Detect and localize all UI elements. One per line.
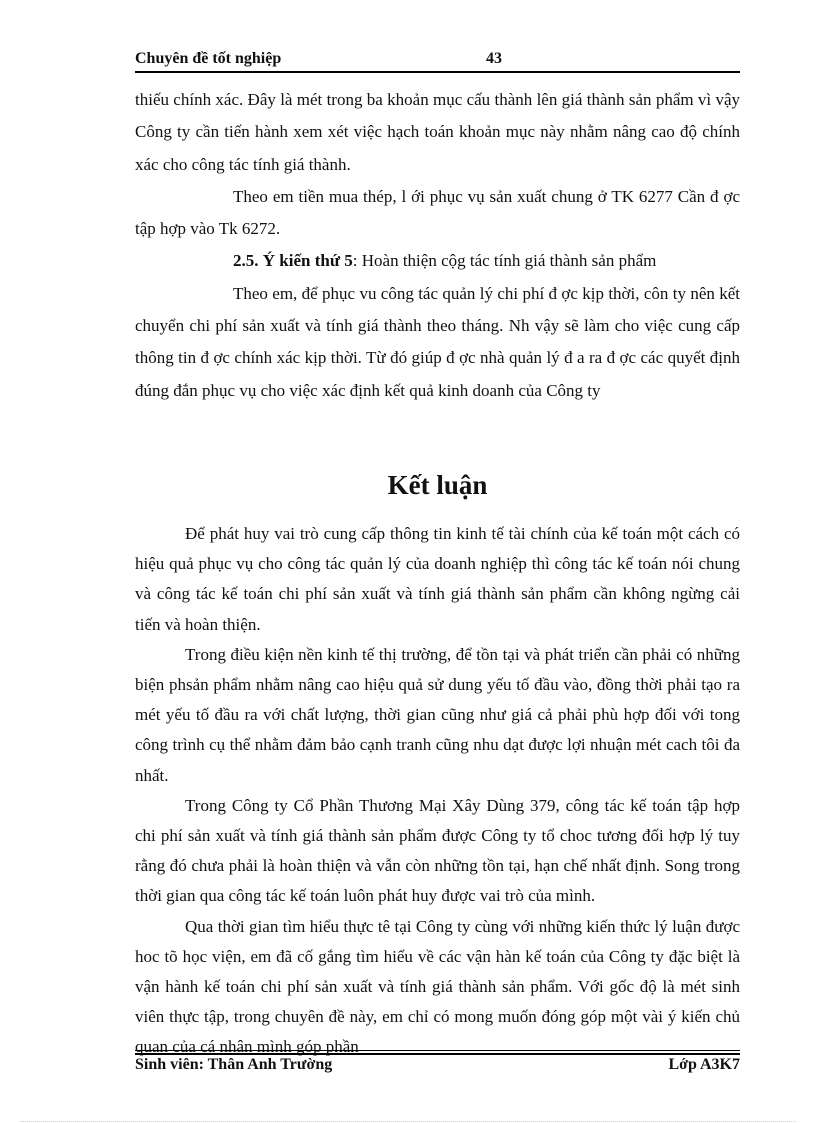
paragraph: Theo em tiền mua thép, l ới phục vụ sản xuất chung ở TK 6277 Cần đ ợc tập hợp vào Tk 6272. — [135, 186, 740, 239]
header-rule — [135, 71, 740, 73]
opinion5-text: : Hoàn thiện cộg tác tính giá thành sản phẩm — [352, 251, 657, 271]
conclusion-paragraph: Để phát huy vai trò cung cấp thông tin kinh tế tài chính của kế toán một cách có hiệu quả phục vụ cho công tác quản lý của doanh nghiệp thì công tác kế toán nói chung và công tác kế toán chi phí sản xuất và tính giá thành sản phẩm cần không ngừng cải tiến và hoàn thiện. — [135, 524, 740, 634]
page-edge-dotted-line — [20, 1121, 796, 1122]
conclusion-heading: Kết luận — [387, 470, 488, 500]
footer-rule-thick — [135, 1053, 740, 1055]
conclusion-paragraph: Trong điều kiện nền kinh tế thị trường, để tồn tại và phát triển cần phải có những biện phsản phẩm nhằm nâng cao hiệu quả sử dung yếu tố đầu vào, đồng thời phải tạo ra mét yếu tố đầu ra với chất lượng, thời gian cũng như giá cả phải phù hợp đối với tong công trình cụ thể nhằm đảm bảo cạnh tranh cũng nhu dạt được lợi nhuận mét cach tôi đa nhất. — [135, 644, 740, 785]
footer-rule-thin — [135, 1050, 740, 1051]
opinion5-heading — [135, 245, 740, 277]
page-header — [135, 50, 740, 72]
footer-class: Lớp A3K7 — [668, 1056, 740, 1073]
header-title: Chuyên đề tốt nghiệp — [135, 50, 282, 67]
paragraph: Theo em, để phục vu công tác quản lý chi phí đ ợc kịp thời, côn ty nên kết chuyển chi phí sản xuất và tính giá thành theo tháng. Nh vậy sẽ làm cho việc cung cấp thông tin đ ợc chính xác kịp thời. Từ đó giúp đ ợc nhà quản lý đ a ra đ ợc các quyết định đúng đắn phục vụ cho việc xác định kết quả kinh doanh của Công ty — [135, 283, 740, 400]
page-footer — [135, 1056, 740, 1078]
body-top — [135, 84, 740, 407]
conclusion-body — [135, 519, 740, 1063]
footer-student: Sinh viên: Thân Anh Trường — [135, 1056, 333, 1073]
page-number: 43 — [486, 50, 502, 67]
conclusion-paragraph: Qua thời gian tìm hiểu thực tê tại Công ty cùng với những kiến thức lý luận được hoc tõ học viện, em đã cố gắng tìm hiểu về các vận hàn kế toán của Công ty đặc biệt là vận hành kế toán chi phí sản xuất và tính giá thành sản phẩm. Với gốc độ là mét sinh viên thực tập, trong chuyên đề này, em chỉ có mong muốn đóng góp một vài ý kiến chủ quan của cá nhân mình góp phần — [135, 916, 740, 1057]
conclusion-paragraph: Trong Công ty Cổ Phần Thương Mại Xây Dùng 379, công tác kế toán tập hợp chi phí sản xuất và tính giá thành sản phẩm được Công ty tổ choc tương đối hợp lý tuy rằng đó chưa phải là hoàn thiện và vẫn còn những tồn tại, hạn chế nhất định. Song trong thời gian qua công tác kế toán luôn phát huy được vai trò của mình. — [135, 795, 740, 906]
opinion5-label: 2.5. Ý kiến thứ 5 — [233, 251, 353, 271]
paragraph: thiếu chính xác. Đây là mét trong ba khoản mục cấu thành lên giá thành sản phẩm vì vậy Công ty cần tiến hành xem xét việc hạch toán khoản mục này nhằm nâng cao độ chính xác cho công tác tính giá thành. — [135, 90, 740, 174]
